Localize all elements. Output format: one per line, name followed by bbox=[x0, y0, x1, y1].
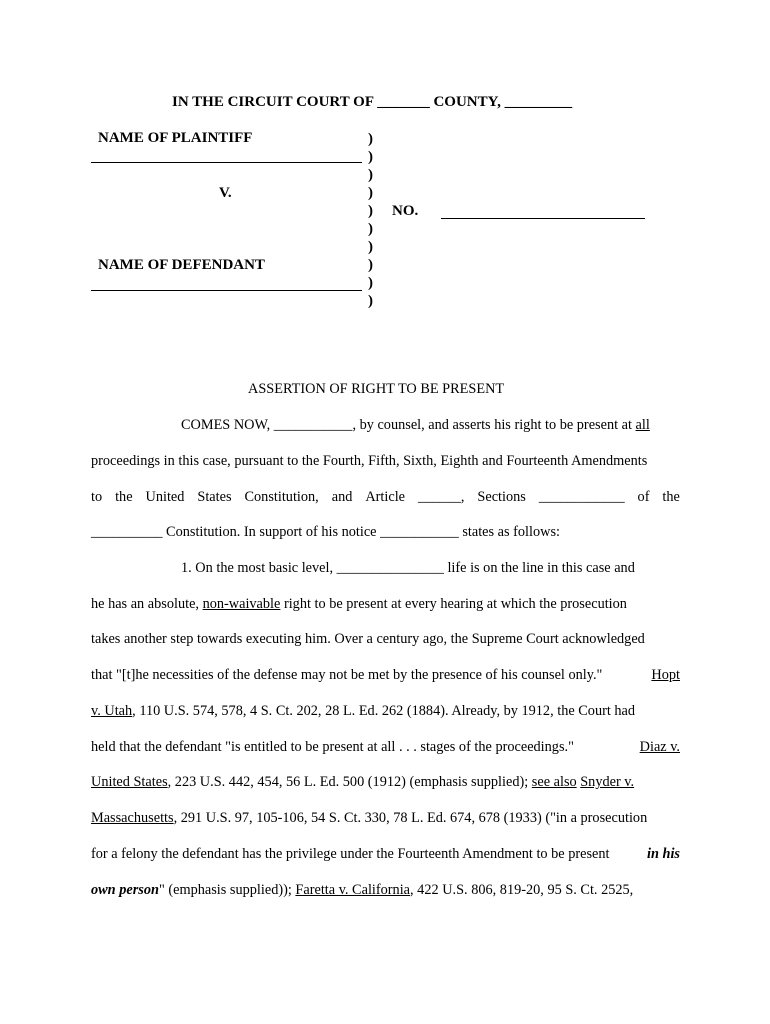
document-title: ASSERTION OF RIGHT TO BE PRESENT bbox=[248, 381, 505, 397]
body-line: held that the defendant "is entitled to be present at all . . . stages of the proceedings." Diaz v. bbox=[91, 739, 680, 755]
body-line: to the United States Constitution, and Article ______, Sections ____________ of the bbox=[91, 489, 680, 505]
case-citation: Faretta v. California bbox=[295, 882, 411, 898]
caption-paren: ) bbox=[368, 257, 373, 273]
body-line: United States, 223 U.S. 442, 454, 56 L. Ed. 500 (1912) (emphasis supplied); see also Snyder v. bbox=[91, 774, 635, 790]
case-citation: v. Utah bbox=[91, 703, 133, 719]
caption-paren: ) bbox=[368, 167, 373, 183]
plaintiff-name-label: NAME OF PLAINTIFF bbox=[98, 130, 253, 146]
caption-paren: ) bbox=[368, 293, 373, 309]
case-citation: Massachusetts bbox=[91, 810, 174, 826]
body-line: takes another step towards executing him. Over a century ago, the Supreme Court acknowledged bbox=[91, 631, 645, 647]
body-line: proceedings in this case, pursuant to the Fourth, Fifth, Sixth, Eighth and Fourteenth Amendments bbox=[91, 453, 648, 469]
caption-paren: ) bbox=[368, 149, 373, 165]
case-citation: Hopt bbox=[651, 667, 680, 683]
versus-label: V. bbox=[219, 185, 232, 201]
caption-paren: ) bbox=[368, 203, 373, 219]
case-number-label: NO. bbox=[392, 203, 419, 219]
caption-paren: ) bbox=[368, 221, 373, 237]
defendant-blank-line bbox=[91, 290, 362, 291]
caption-paren: ) bbox=[368, 275, 373, 291]
case-number-blank-line bbox=[441, 218, 645, 219]
body-line: he has an absolute, non-waivable right to be present at every hearing at which the prosecution bbox=[91, 596, 627, 612]
body-line: Massachusetts, 291 U.S. 97, 105-106, 54 S. Ct. 330, 78 L. Ed. 674, 678 (1933) ("in a prosecution bbox=[91, 810, 648, 826]
body-line: for a felony the defendant has the privilege under the Fourteenth Amendment to be present in his bbox=[91, 846, 680, 862]
numbered-paragraph-line: 1. On the most basic level, _______________ life is on the line in this case and bbox=[181, 560, 635, 576]
body-line: v. Utah, 110 U.S. 574, 578, 4 S. Ct. 202, 28 L. Ed. 262 (1884). Already, by 1912, the Court had bbox=[91, 703, 636, 719]
caption-paren: ) bbox=[368, 131, 373, 147]
caption-paren: ) bbox=[368, 239, 373, 255]
body-line: own person" (emphasis supplied)); Faretta v. California, 422 U.S. 806, 819-20, 95 S. Ct. 2525, bbox=[91, 882, 634, 898]
caption-paren: ) bbox=[368, 185, 373, 201]
court-heading: IN THE CIRCUIT COURT OF _______ COUNTY, _________ bbox=[172, 94, 573, 110]
case-citation: Snyder v. bbox=[580, 774, 635, 790]
body-line: that "[t]he necessities of the defense may not be met by the presence of his counsel only." Hopt bbox=[91, 667, 680, 683]
case-citation: United States bbox=[91, 774, 168, 790]
plaintiff-blank-line bbox=[91, 162, 362, 163]
body-line: __________ Constitution. In support of his notice ___________ states as follows: bbox=[91, 524, 560, 540]
case-citation: Diaz v. bbox=[639, 739, 680, 755]
defendant-name-label: NAME OF DEFENDANT bbox=[98, 257, 265, 273]
body-line: COMES NOW, ___________, by counsel, and asserts his right to be present at all bbox=[181, 417, 650, 433]
